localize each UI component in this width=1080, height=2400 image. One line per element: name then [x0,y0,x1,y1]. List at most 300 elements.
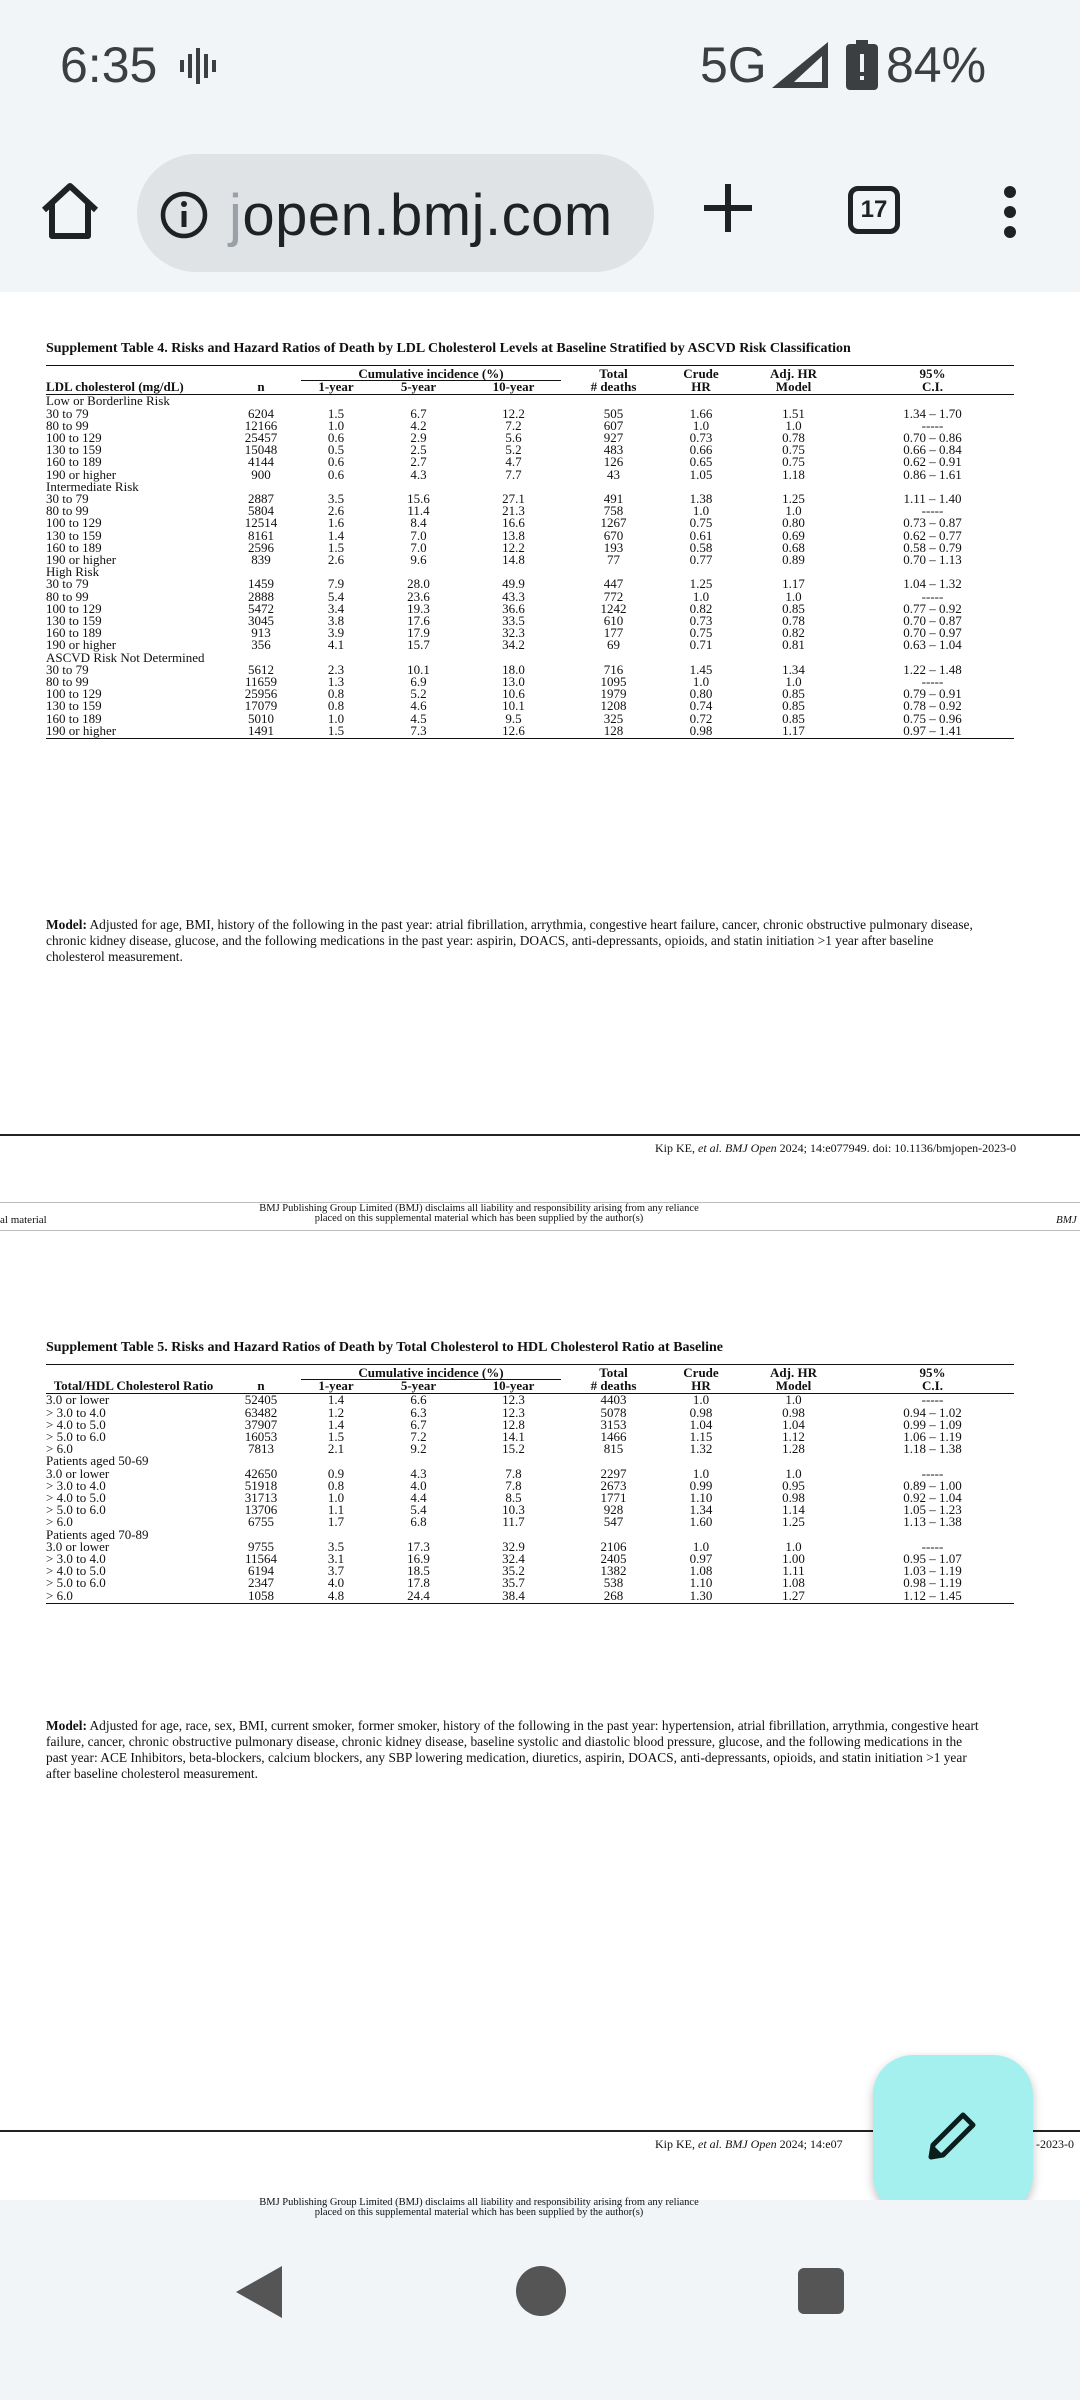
home-icon[interactable] [38,180,102,244]
adj-header: Adj. HR [770,1365,817,1381]
table-cell: 0.71 [689,637,713,653]
table-row [46,469,1014,481]
table-cell: ----- [921,503,944,519]
table-cell: 0.75 [782,442,805,458]
cumulative-header: Cumulative incidence (%) [301,366,561,381]
table-row [46,591,1014,603]
table-cell: > 3.0 to 4.0 [46,1404,106,1420]
table-cell: 1.0 [692,674,710,690]
table-cell: 2297 [600,1465,627,1481]
table-row [46,444,1014,456]
table-cell: 1.10 [689,1575,713,1591]
table-cell: 491 [603,491,624,507]
table-row [46,1419,1014,1431]
table-row [46,1443,1014,1455]
table-cell: 716 [603,661,624,677]
table-row [46,700,1014,712]
page-divider [0,1134,1080,1136]
table-cell: 0.78 – 0.92 [903,698,962,714]
table-row [46,1431,1014,1443]
table-cell: 1.27 [736,1590,851,1604]
table-row [46,517,1014,529]
table-cell: 5078 [600,1404,627,1420]
table-row [46,676,1014,688]
group-label: High Risk [46,564,100,580]
table-cell: 0.72 [689,710,713,726]
table-row [46,456,1014,468]
table-cell: 0.8 [327,1477,345,1493]
table-cell: 1208 [600,698,627,714]
table-cell: 3045 [248,613,274,629]
table-cell: 0.6 [327,430,345,446]
table-cell: 33.5 [502,613,525,629]
table-cell: 1.00 [782,1551,805,1567]
table-cell: 1.08 [782,1575,805,1591]
table-cell: 6755 [248,1514,274,1530]
home-nav-button[interactable] [516,2266,566,2316]
table-cell: 3153 [600,1416,627,1432]
model-label: Model: [46,1718,87,1733]
table-cell: 1.0 [785,503,802,519]
table-cell: 356 [251,637,271,653]
group-header-row [46,1529,1014,1541]
table-cell: 6.6 [410,1392,427,1408]
hr-header: HR [666,381,736,395]
table-cell: 0.9 [327,1465,345,1481]
table-cell: 1.10 [689,1490,713,1506]
table-cell: 1.1 [327,1502,345,1518]
table-cell: 1.4 [327,527,345,543]
table-cell: 11.4 [407,503,430,519]
table-cell: 772 [603,588,624,604]
table-cell: 0.66 – 0.84 [903,442,962,458]
table-cell: 5.4 [410,1502,427,1518]
table-cell: 0.98 [666,725,736,739]
table-cell: 1.4 [327,1416,345,1432]
table-cell: 130 to 159 [46,527,102,543]
table-cell: 9.6 [410,552,427,568]
disclaimer-line1: BMJ Publishing Group Limited (BMJ) disclaims all liability and responsibility arising from any reliance [259,2197,699,2208]
table-cell: 913 [251,625,271,641]
table-cell: 11564 [244,1551,278,1567]
table-cell: 15.7 [407,637,430,653]
table-cell: 4.7 [505,454,522,470]
table-cell: 538 [603,1575,624,1591]
more-options-icon[interactable] [1000,184,1020,240]
table-cell: 16.9 [407,1551,430,1567]
table-cell: 1.2 [327,1404,345,1420]
table-cell: 160 to 189 [46,710,102,726]
table-cell: 30 to 79 [46,405,89,421]
table-cell: 9.5 [505,710,522,726]
table-cell: 160 to 189 [46,454,102,470]
table-cell: 10.6 [502,686,525,702]
table-cell: 160 to 189 [46,625,102,641]
cite-author: Kip KE, [655,2137,698,2151]
table-cell: 0.68 [782,539,805,555]
table-row [46,1394,1014,1407]
disclaimer-line1: BMJ Publishing Group Limited (BMJ) disclaims all liability and responsibility arising from any reliance [259,1203,699,1214]
table-cell: 100 to 129 [46,430,102,446]
table-row [46,603,1014,615]
table-cell: 2673 [600,1477,627,1493]
table-cell: 0.73 [689,613,713,629]
table-cell: 4.8 [301,1590,371,1604]
table-cell: 0.99 – 1.09 [903,1416,962,1432]
table-cell: 63482 [244,1404,278,1420]
table-cell: 0.82 [689,600,713,616]
table-cell: 17.3 [407,1538,430,1554]
table-cell: 1.12 – 1.45 [851,1590,1014,1604]
ci-top-header: 95% [919,1365,946,1381]
table-cell: 32.9 [502,1538,525,1554]
info-icon[interactable] [159,190,209,240]
table-cell: 35.7 [502,1575,525,1591]
table-cell: 37907 [244,1416,278,1432]
table-cell: 18.5 [407,1563,430,1579]
table-cell: 0.69 [782,527,805,543]
table-cell: 8161 [248,527,274,543]
new-tab-icon[interactable] [700,180,756,236]
table-cell: > 4.0 to 5.0 [46,1563,106,1579]
table-cell: 1.0 [785,1392,802,1408]
table-cell: ----- [921,417,944,433]
table-cell: 4.3 [410,466,427,482]
table-cell: 12.2 [502,405,525,421]
table-cell: 1979 [600,686,627,702]
adj-header: Adj. HR [770,366,817,382]
table-cell: 15048 [244,442,278,458]
table-cell: 1459 [248,576,274,592]
url-text [229,182,613,249]
table-cell: 190 or higher [46,466,117,482]
table-cell: 0.97 [689,1551,713,1567]
table-cell: 7.0 [410,539,427,555]
table-cell: 14.1 [502,1429,525,1445]
table-cell: 1.11 – 1.40 [903,491,962,507]
table-cell: 2.6 [327,552,345,568]
table-cell: 2.5 [410,442,427,458]
table-row [46,1577,1014,1589]
table-cell: 0.77 – 0.92 [903,600,962,616]
group-label: ASCVD Risk Not Determined [46,649,205,665]
table-cell: 4.0 [327,1575,345,1591]
table-cell: 80 to 99 [46,417,89,433]
table5-body [46,1394,1014,1603]
table-cell: 0.61 [689,527,713,543]
table-cell: 12.2 [502,539,525,555]
table-cell: 38.4 [466,1590,561,1604]
table-cell: 77 [607,552,620,568]
table-cell: 0.70 – 0.86 [903,430,962,446]
table-cell: 43 [607,466,620,482]
table-cell: 4.0 [410,1477,427,1493]
table-cell: 0.73 [689,430,713,446]
table-cell: 2.7 [410,454,427,470]
table-cell: 4.5 [410,710,427,726]
table-cell: 51918 [244,1477,278,1493]
table-cell: 128 [561,725,666,739]
table-cell: 17.8 [407,1575,430,1591]
table-cell: 1.0 [692,1538,710,1554]
table-cell: 1.05 [689,466,713,482]
table-cell: 0.95 [782,1477,805,1493]
table-cell: 0.89 – 1.00 [903,1477,962,1493]
browser-toolbar [0,130,1080,292]
disclaimer-2 [214,2198,744,2218]
table-cell: 0.78 [782,613,805,629]
table-cell: 1.04 – 1.32 [903,576,962,592]
table-cell: 1.34 [689,1502,713,1518]
table-cell: 0.62 – 0.77 [903,527,962,543]
table-cell: 1.15 [689,1429,713,1445]
table-row [46,1553,1014,1565]
table-cell: 13.0 [502,674,525,690]
table-cell: 2106 [600,1538,627,1554]
table-cell: 80 to 99 [46,588,89,604]
citation-footer [655,1141,1016,1156]
table-row [46,713,1014,725]
table-cell: 1.0 [327,417,345,433]
table-cell: 80 to 99 [46,674,89,690]
table-cell: 2.3 [327,661,345,677]
table-cell: 0.98 – 1.19 [903,1575,962,1591]
label-header: Total/HDL Cholesterol Ratio [46,1380,221,1394]
group-header-row [46,652,1014,664]
table-cell: 2888 [248,588,274,604]
table-cell: 7.7 [505,466,522,482]
table-cell: 80 to 99 [46,503,89,519]
table-cell: 758 [603,503,624,519]
y10-header: 10-year [466,381,561,395]
table-cell: 7.0 [410,527,427,543]
table-cell: 177 [603,625,624,641]
table-cell: 1.25 [782,1514,805,1530]
tab-switcher-button[interactable]: 17 [848,186,900,234]
table-cell: 1.13 – 1.38 [903,1514,962,1530]
table-cell: 0.75 [689,515,713,531]
table-row [46,542,1014,554]
cite-details: 2024; 14:e07 [776,2137,843,2151]
table-cell: 100 to 129 [46,686,102,702]
table-cell: ----- [921,674,944,690]
table-cell: 12514 [244,515,278,531]
table-cell: 3.0 or lower [46,1392,110,1408]
table5 [46,1364,1014,1604]
table-cell: 0.75 [689,625,713,641]
table-cell: 3.5 [327,491,345,507]
table-cell: > 4.0 to 5.0 [46,1416,106,1432]
table-cell: 3.4 [327,600,345,616]
table-cell: > 3.0 to 4.0 [46,1477,106,1493]
model-label: Model: [46,917,87,932]
table-cell: 7.3 [371,725,466,739]
table-cell: 0.98 [689,1404,713,1420]
cite-details: 2024; 14:e077949. doi: 10.1136/bmjopen-2023-0 [776,1141,1017,1155]
table-cell: 32.3 [502,625,525,641]
table-cell: 483 [603,442,624,458]
table-cell: 16053 [244,1429,278,1445]
vibrate-icon [178,46,218,86]
table-cell: 0.85 [782,710,805,726]
table-cell: 24.4 [371,1590,466,1604]
crude-header: Crude [683,1365,719,1381]
recents-nav-button[interactable] [798,2268,844,2314]
table-cell: 1.3 [327,674,345,690]
table-cell: 1.0 [692,1392,710,1408]
table-cell: > 5.0 to 6.0 [46,1429,106,1445]
table-cell: 928 [603,1502,624,1518]
cite-journal: et al. BMJ Open [698,2137,777,2151]
table-cell: 1.0 [785,1538,802,1554]
table-cell: 6.7 [410,405,427,421]
table-cell: ----- [921,1392,944,1408]
table-cell: ----- [921,588,944,604]
table-cell: 0.8 [327,686,345,702]
table-cell: 1.66 [689,405,713,421]
group-header-row [46,1455,1014,1467]
group-label: Low or Borderline Risk [46,393,170,409]
table-cell: 1.0 [692,417,710,433]
table-cell: 12.8 [502,1416,525,1432]
table-cell: 15.6 [407,491,430,507]
table-cell: 130 to 159 [46,442,102,458]
table-cell: 34.2 [502,637,525,653]
table-cell: 0.85 [782,686,805,702]
table-row [46,627,1014,639]
table-row [46,1516,1014,1528]
table-cell: 325 [603,710,624,726]
table-cell: 190 or higher [46,552,117,568]
table-cell: 447 [603,576,624,592]
table-cell: 2.1 [327,1441,345,1457]
table-cell: 0.6 [327,454,345,470]
signal-icon [772,42,828,88]
table-row [46,1565,1014,1577]
table-cell: 43.3 [502,588,525,604]
table-cell: 19.3 [407,600,430,616]
table4-body [46,395,1014,739]
table-cell: 927 [603,430,624,446]
table-cell: 11659 [244,674,278,690]
table-cell: 193 [603,539,624,555]
table-cell: 10.3 [502,1502,525,1518]
table5-model-note [46,1718,986,1782]
table-cell: 69 [607,637,620,653]
table-cell: 1.17 [736,725,851,739]
table-cell: 5.4 [327,588,345,604]
table-cell: 0.77 [689,552,713,568]
table-cell: 10.1 [407,661,430,677]
table-cell: > 5.0 to 6.0 [46,1502,106,1518]
table-cell: ----- [921,1538,944,1554]
back-icon[interactable] [236,2266,282,2318]
table-cell: 49.9 [502,576,525,592]
table-cell: 7.8 [505,1465,522,1481]
citation-footer-2 [655,2137,843,2152]
ci-top-header: 95% [919,366,946,382]
table-cell: 1.34 – 1.70 [903,405,962,421]
cite-tail: -2023-0 [1036,2137,1074,2151]
table-row [46,493,1014,505]
table-cell: 0.98 [782,1490,805,1506]
table-cell: 160 to 189 [46,539,102,555]
table-cell: 14.8 [502,552,525,568]
battery-icon [846,40,878,90]
table-cell: 1.32 [689,1441,713,1457]
table-cell: 6.7 [410,1416,427,1432]
table-cell: 0.75 [782,454,805,470]
table-row [46,408,1014,420]
table-cell: 190 or higher [46,637,117,653]
table-cell: 1.08 [689,1563,713,1579]
table-cell: 5804 [248,503,274,519]
table-cell: 7813 [248,1441,274,1457]
table-cell: 0.85 [782,600,805,616]
table-cell: > 6.0 [46,1514,73,1530]
table-cell: 0.70 – 0.97 [903,625,962,641]
table-cell: 1.25 [782,491,805,507]
table-cell: 130 to 159 [46,698,102,714]
table-row [46,1468,1014,1480]
table-cell: 1.17 [782,576,805,592]
ci-header: C.I. [851,381,1014,395]
table-cell: 1.18 – 1.38 [903,1441,962,1457]
address-bar[interactable] [137,154,654,272]
table-cell: 6.3 [410,1404,427,1420]
table-cell: 0.66 [689,442,713,458]
table-cell: 1.04 [782,1416,805,1432]
table-cell: 2.6 [327,503,345,519]
table-cell: 1.0 [785,417,802,433]
table-cell: 52405 [244,1392,278,1408]
table-cell: 0.8 [327,698,345,714]
cite-journal: et al. BMJ Open [698,1141,777,1155]
table-cell: 13706 [244,1502,278,1518]
crude-header: Crude [683,366,719,382]
table-cell: 4403 [600,1392,627,1408]
table-cell: 1.45 [689,661,713,677]
table-cell: 8.5 [505,1490,522,1506]
table-cell: 1.30 [666,1590,736,1604]
table-cell: 0.58 [689,539,713,555]
table-cell: 15.2 [502,1441,525,1457]
system-nav-bar [0,2197,1080,2400]
table-row [46,664,1014,676]
table-cell: 2347 [248,1575,274,1591]
table-cell: 7.2 [505,417,522,433]
table-cell: 670 [603,527,624,543]
table-cell: 0.81 [782,637,805,653]
table-cell: 0.79 – 0.91 [903,686,962,702]
table-row [46,554,1014,566]
table-cell: 100 to 129 [46,515,102,531]
table-cell: 815 [603,1441,624,1457]
table-cell: 1.0 [785,674,802,690]
edit-fab-button[interactable] [873,2055,1033,2215]
table-cell: 7.8 [505,1477,522,1493]
table-cell: > 6.0 [46,1441,73,1457]
table-cell: 1.51 [782,405,805,421]
table-cell: 0.6 [327,466,345,482]
table-cell: 1.5 [301,725,371,739]
y5-header: 5-year [371,381,466,395]
table-cell: 30 to 79 [46,576,89,592]
table-cell: 190 or higher [46,725,221,739]
table-cell: 547 [603,1514,624,1530]
table-cell: 7.2 [410,1429,427,1445]
pdf-document[interactable] [0,292,1080,2200]
